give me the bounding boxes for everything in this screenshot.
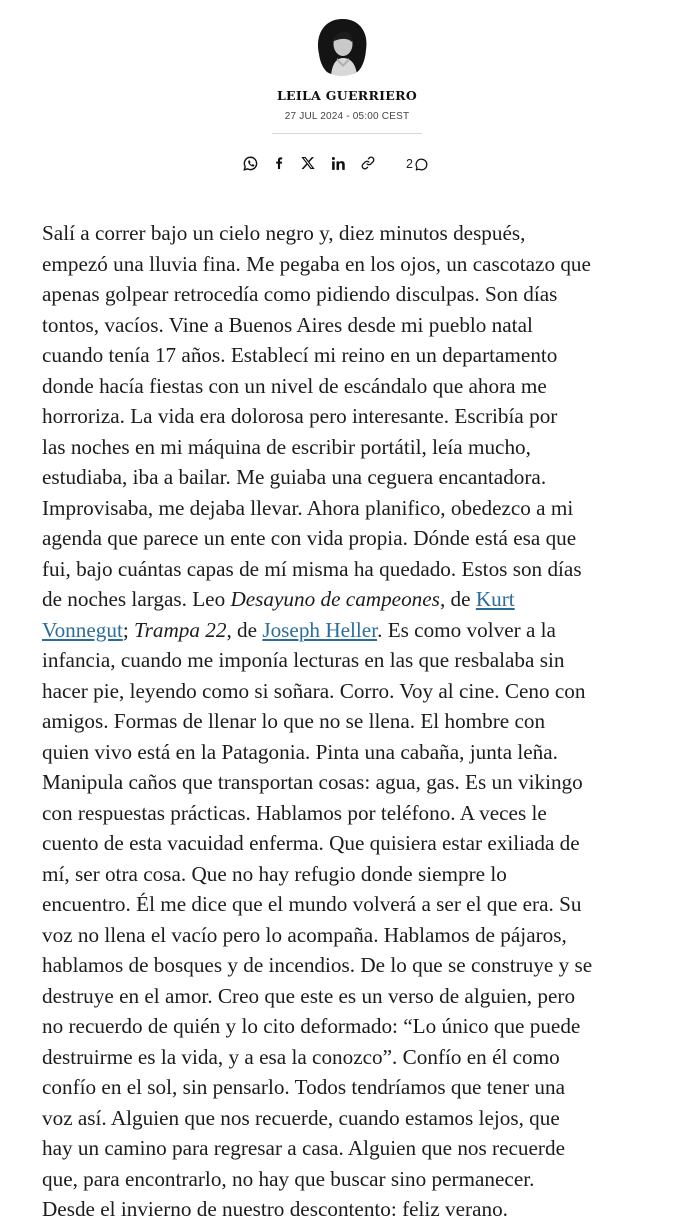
author-portrait-icon [311, 14, 373, 76]
article-line: voz no llena el vacío pero lo acompaña. Hablamos de pájaros, [42, 922, 567, 947]
article-line: tontos, vacíos. Vine a Buenos Aires desde mi pueblo natal [42, 312, 533, 337]
line-text: . Es como volver a la [377, 617, 556, 642]
article-line: donde hacía fiestas con un nivel de escándalo que ahora me [42, 373, 547, 398]
article-line: cuando tenía 17 años. Establecí mi reino en un departamento [42, 343, 558, 367]
article-line: con respuestas prácticas. Hablamos por teléfono. A veces le [42, 800, 547, 825]
article-line: las noches en mi máquina de escribir portátil, leía mucho, [42, 434, 531, 459]
article-line: estudiaba, iba a bailar. Me guiaba una ceguera encantadora. [42, 465, 547, 489]
article-line: no recuerdo de quién y lo cito deformado: “Lo único que puede [42, 1014, 581, 1038]
article-line [42, 584, 682, 615]
share-linkedin-button[interactable] [326, 151, 350, 175]
article-line: hacer pie, leyendo como si soñara. Corro. Voy al cine. Ceno con [42, 678, 586, 703]
x-icon [300, 155, 316, 171]
article-line: hablamos de bosques y de incendios. De lo que se construye y se [42, 953, 593, 977]
article-line: destruirme es la vida, y a esa la conozco”. Confío en él como [42, 1044, 560, 1069]
line-text: , de [439, 587, 476, 611]
article-line: destruye en el amor. Creo que este es un verso de alguien, pero [42, 983, 576, 1008]
author-name[interactable]: LEILA GUERRIERO [276, 88, 418, 103]
whatsapp-icon [242, 155, 259, 172]
article-line [42, 615, 682, 646]
line-text: de noches largas. Leo [42, 587, 231, 611]
article-line: cuento de esta vacuidad enferma. Que quisiera estar exiliada de [42, 831, 580, 855]
book-title: Desayuno de campeones [230, 587, 440, 611]
comment-count: 2 [406, 157, 413, 171]
article-body [42, 218, 682, 1225]
comments-button[interactable] [406, 153, 429, 175]
article-line: Improvisaba, me dejaba llevar. Ahora planifico, obedezco a mi [42, 495, 574, 520]
header-divider [272, 133, 422, 134]
publish-date: 27 JUL 2024 - 05:00 CEST [284, 111, 410, 122]
article-line: que, para encontrarlo, no hay que buscar sino permanecer. [42, 1166, 535, 1191]
article-line: quien vivo está en la Patagonia. Pinta una cabaña, junta leña. [42, 739, 558, 764]
copy-link-button[interactable] [356, 151, 380, 175]
article-line: confío en el sol, sin pensarlo. Todos tendríamos que tener una [42, 1075, 565, 1099]
share-facebook-button[interactable] [267, 151, 291, 175]
facebook-icon [271, 155, 287, 171]
comment-bubble-icon [414, 157, 429, 172]
article-line: empezó una lluvia fina. Me pegaba en los ojos, un cascotazo que [42, 251, 591, 276]
article-line: apenas golpear retrocedía como pidiendo disculpas. Son días [42, 282, 558, 306]
article-line: horroriza. La vida era dolorosa pero interesante. Escribía por [42, 404, 558, 428]
book-title: Trampa 22 [134, 617, 227, 642]
article-line: mí, ser otra cosa. Que no hay refugio donde siempre lo [42, 861, 507, 886]
share-bar [0, 151, 694, 175]
line-text: , de [226, 617, 263, 642]
article-line: agenda que parece un ente con vida propia. Dónde está esa que [42, 526, 577, 550]
article-line: voz así. Alguien que nos recuerde, cuando estamos lejos, que [42, 1105, 560, 1130]
article-line: encuentro. Él me dice que el mundo volverá a ser el que era. Su [42, 892, 582, 916]
copy-link-icon [360, 155, 376, 171]
article-line: Desde el invierno de nuestro descontento: feliz verano. [42, 1197, 508, 1221]
share-whatsapp-button[interactable] [238, 151, 262, 175]
article-line: Salí a correr bajo un cielo negro y, diez minutos después, [42, 221, 526, 245]
article-line: Manipula caños que transportan cosas: agua, gas. Es un vikingo [42, 770, 583, 794]
author-avatar[interactable] [311, 14, 373, 76]
author-link-kurt-vonnegut[interactable]: Kurt [475, 587, 515, 611]
line-text: ; [122, 617, 135, 642]
share-x-button[interactable] [296, 151, 320, 175]
article-line: hay un camino para regresar a casa. Alguien que nos recuerde [42, 1136, 565, 1160]
author-link-kurt-vonnegut[interactable]: Vonnegut [42, 617, 123, 642]
article-line: fui, bajo cuántas capas de mí misma ha quedado. Estos son días [42, 556, 582, 581]
author-link-joseph-heller[interactable]: Joseph Heller [262, 617, 378, 642]
article-header [0, 0, 694, 200]
article-line: infancia, cuando me imponía lecturas en las que resbalaba sin [42, 648, 565, 672]
article-line: amigos. Formas de llenar lo que no se llena. El hombre con [42, 709, 546, 733]
linkedin-icon [330, 155, 347, 172]
